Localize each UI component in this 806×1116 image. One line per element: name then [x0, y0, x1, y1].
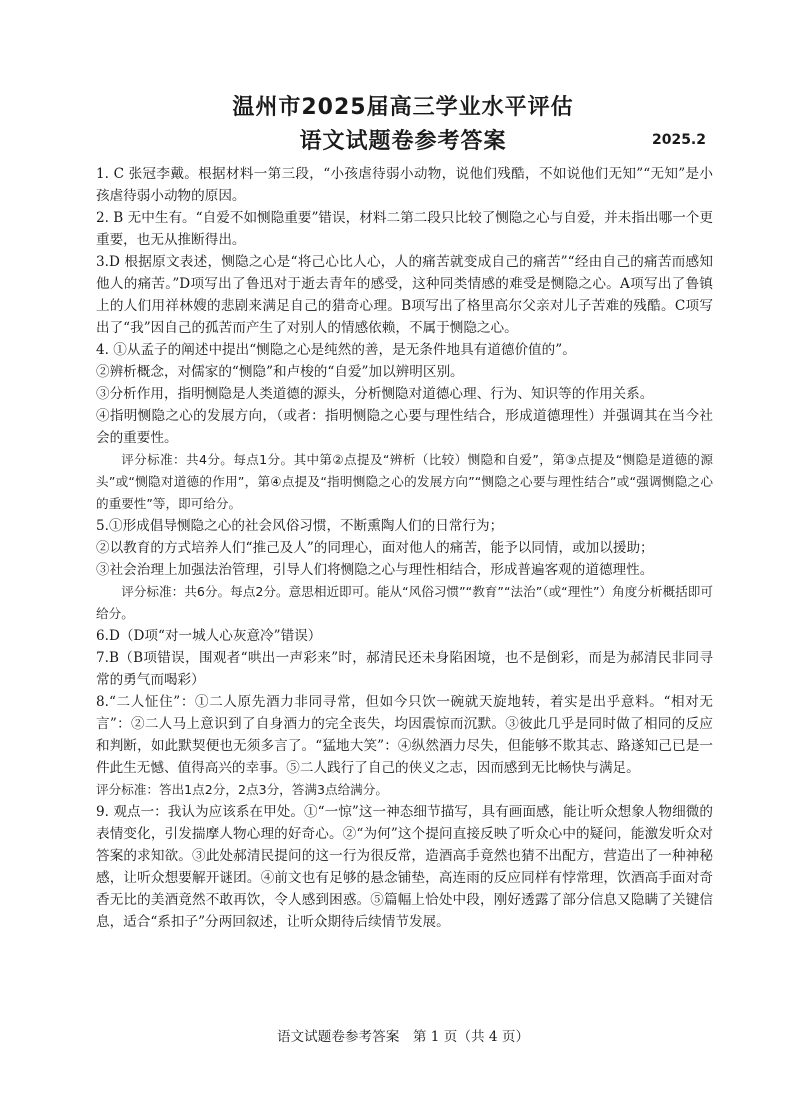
answer-9: 9. 观点一：我认为应该系在甲处。①“一惊”这一神态细节描写，具有画面感，能让听众想象人物细微的表情变化，引发揣摩人物心理的好奇心。②“为何”这个提问直接反映了听众心中的疑问，能激发听众对答案的求知欲。③此处郝清民提问的这一行为很反常，造酒高手竟然也猜不出配方，营造出了一种神秘感，让听众想要解开谜团。④前文也有足够的悬念铺垫，高连雨的反应同样有悖常理，饮酒高手面对奇香无比的美酒竟然不敢再饮，令人感到困惑。⑤篇幅上恰处中段，刚好透露了部分信息又隐瞒了关键信息，适合“系扣子”分两回叙述，让听众期待后续情节发展。 [96, 804, 713, 930]
answer-4-point-2: ②辨析概念，对儒家的“恻隐”和卢梭的“自爱”加以辨明区别。 [96, 364, 464, 380]
scoring-standard-5: 评分标准：共6分。每点2分。意思相近即可。能从“风俗习惯”“教育”“法治”（或“理性”）角度分析概括即可给分。 [96, 584, 713, 621]
answer-8: 8.“二人怔住”：①二人原先酒力非同寻常，但如今只饮一碗就天旋地转，着实是出乎意料。“相对无言”：②二人马上意识到了自身酒力的完全丧失，均因震惊而沉默。③彼此几乎是同时做了相同的反应和判断，如此默契便也无须多言了。“猛地大笑”：④纵然酒力尽失，但能够不欺其志、路遂知己已是一件此生无憾、值得高兴的幸事。⑤二人践行了自己的侠义之志，因而感到无比畅快与满足。 [96, 694, 713, 776]
answer-5-point-1: 5.①形成倡导恻隐之心的社会风俗习惯，不断熏陶人们的日常行为； [96, 518, 504, 534]
page-title-line2: 语文试题卷参考答案 [299, 129, 507, 154]
answer-5-point-3: ③社会治理上加强法治管理，引导人们将恻隐之心与理性相结合，形成普遍客观的道德理性。 [96, 562, 654, 578]
answer-4-point-3: ③分析作用，指明恻隐是人类道德的源头，分析恻隐对道德心理、行为、知识等的作用关系。 [96, 386, 654, 402]
exam-date: 2025.2 [651, 132, 706, 148]
answer-4-point-4: ④指明恻隐之心的发展方向，（或者：指明恻隐之心要与理性结合，形成道德理性）并强调其在当今社会的重要性。 [96, 408, 713, 446]
page-footer: 语文试题卷参考答案 第 1 页（共 4 页） [276, 1029, 530, 1045]
answer-4-point-1: 4. ①从孟子的阐述中提出“恻隐之心是纯然的善，是无条件地具有道德价值的”。 [96, 342, 576, 358]
answer-6: 6.D（D项“对一城人心灰意冷”错误） [96, 628, 322, 644]
scoring-standard-8: 评分标准：答出1点2分，2点3分，答满3点给满分。 [96, 782, 388, 797]
answer-content [96, 163, 713, 933]
answer-5-point-2: ②以教育的方式培养人们“推己及人”的同理心，面对他人的痛苦，能予以同情，或加以援助； [96, 540, 654, 556]
answer-7: 7.B（B项错误，围观者“哄出一声彩来”时，郝清民还未身陷困境，也不是倒彩，而是为郝清民非同寻常的勇气而喝彩） [96, 650, 713, 688]
answer-3: 3.D 根据原文表述，恻隐之心是“将己心比人心，人的痛苦就变成自己的痛苦”“经由自己的痛苦而感知他人的痛苦。”D项写出了鲁迅对于逝去青年的感受，这种同类情感的难受是恻隐之心。A项写出了鲁镇上的人们用祥林嫂的悲剧来满足自己的猎奇心理。B项写出了格里高尔父亲对儿子苦难的残酷。C项写出了“我”因自己的孤苦而产生了对别人的情感依赖，不属于恻隐之心。 [96, 254, 713, 336]
answer-2: 2. B 无中生有。“自爱不如恻隐重要”错误，材料二第二段只比较了恻隐之心与自爱，并未指出哪一个更重要，也无从推断得出。 [96, 210, 713, 248]
scoring-standard-4: 评分标准：共4分。每点1分。其中第②点提及“辨析（比较）恻隐和自爱”，第③点提及“恻隐是道德的源头”或“恻隐对道德的作用”，第④点提及“指明恻隐之心的发展方向”“恻隐之心要与理性结合”或“强调恻隐之心的重要性”等，即可给分。 [96, 452, 713, 511]
page-title-line1: 温州市2025届高三学业水平评估 [232, 95, 574, 120]
answer-1: 1. C 张冠李戴。根据材料一第三段，“小孩虐待弱小动物，说他们残酷，不如说他们无知”“无知”是小孩虐待弱小动物的原因。 [96, 166, 713, 204]
